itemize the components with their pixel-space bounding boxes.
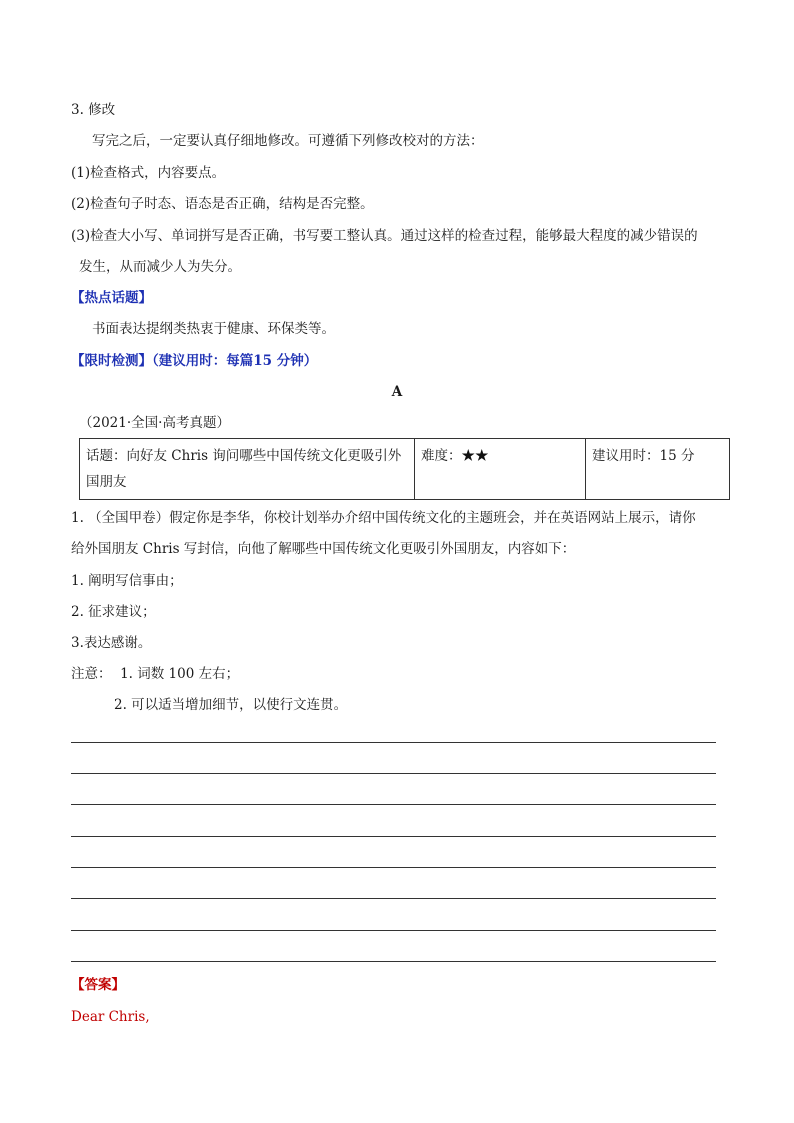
time-label: 建议用时：15 分 [592, 448, 695, 464]
timed-test-suggestion: （建议用时：每篇15 分钟） [152, 353, 318, 369]
revision-step-3-continued: 发生，从而减少人为失分。 [79, 259, 241, 275]
answer-greeting: Dear Chris, [71, 1009, 150, 1025]
content-point-2: 2. 征求建议； [71, 604, 156, 620]
content-point-3: 3.表达感谢。 [71, 635, 152, 651]
revision-step-1: (1)检查格式，内容要点。 [71, 165, 226, 181]
content-point-1: 1. 阐明写信事由； [71, 573, 183, 589]
writing-line [71, 898, 716, 899]
revision-step-2: (2)检查句子时态、语态是否正确，结构是否完整。 [71, 196, 374, 212]
writing-line [71, 804, 716, 805]
note-label: 注意： [71, 666, 112, 682]
writing-line [71, 867, 716, 868]
difficulty-stars-icon: ★★ [461, 448, 489, 464]
topic-text-line2: 国朋友 [86, 474, 127, 490]
writing-line [71, 773, 716, 774]
section-heading: 3. 修改 [71, 102, 116, 118]
writing-line [71, 836, 716, 837]
revision-step-3: (3)检查大小写、单词拼写是否正确，书写要工整认真。通过这样的检查过程，能够最大程度的减少错误的 [71, 228, 698, 244]
hot-topic-label: 【热点话题】 [71, 290, 152, 306]
difficulty-label: 难度： [421, 448, 462, 464]
note-1: 1. 词数 100 左右； [120, 666, 240, 682]
writing-line [71, 742, 716, 743]
section-letter: A [391, 384, 403, 400]
time-cell [586, 439, 730, 500]
topic-cell [80, 439, 415, 500]
timed-test-label: 【限时检测】 [71, 353, 152, 369]
answer-label: 【答案】 [71, 977, 125, 993]
writing-line [71, 961, 716, 962]
question-info-table [79, 438, 730, 500]
section-intro: 写完之后，一定要认真仔细地修改。可遵循下列修改校对的方法： [92, 133, 484, 149]
note-2: 2. 可以适当增加细节，以使行文连贯。 [114, 697, 348, 713]
question-prompt-line1: 1. （全国甲卷）假定你是李华，你校计划举办介绍中国传统文化的主题班会，并在英语网站上展示，请你 [71, 510, 696, 526]
writing-line [71, 930, 716, 931]
topic-text-line1: 话题：向好友 Chris 询问哪些中国传统文化更吸引外 [86, 448, 402, 464]
difficulty-cell [415, 439, 586, 500]
question-prompt-line2: 给外国朋友 Chris 写封信，向他了解哪些中国传统文化更吸引外国朋友，内容如下： [71, 541, 576, 557]
question-source: （2021·全国·高考真题） [79, 415, 230, 431]
timed-test-heading [71, 352, 317, 370]
hot-topic-text: 书面表达提纲类热衷于健康、环保类等。 [92, 321, 335, 337]
note-line-1 [71, 665, 239, 683]
